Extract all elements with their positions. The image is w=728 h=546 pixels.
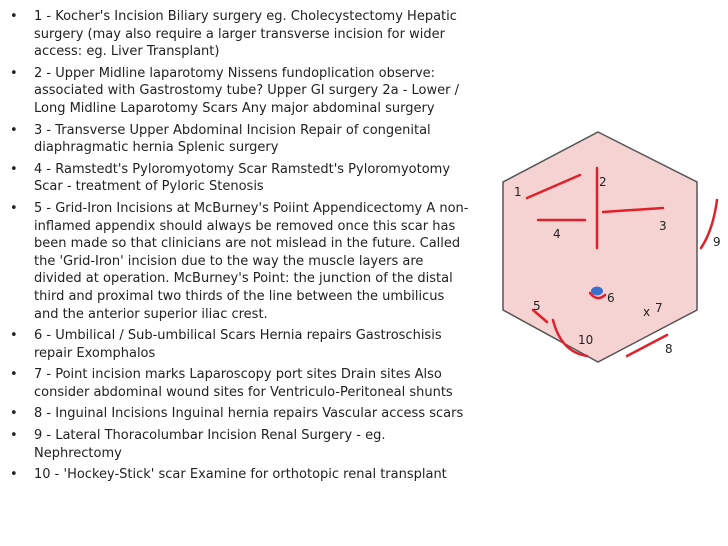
bullet-dot: • [10,406,18,422]
bullet-dot: • [10,367,18,383]
bullet-text-10: 10 - 'Hockey-Stick' scar Examine for orthotopic renal transplant [34,467,447,483]
bullet-dot: • [10,467,18,483]
label-8: 8 [665,342,673,356]
label-5: 5 [533,299,541,313]
bullet-text-3: 3 - Transverse Upper Abdominal Incision Repair of congenital diaphragmatic hernia Splenic surgery [34,122,431,156]
bullet-item-4 [10,161,470,196]
bullet-item-6 [10,327,470,362]
bullet-dot: • [10,328,18,344]
bullet-text-4: 4 - Ramstedt's Pyloromyotomy Scar Ramstedt's Pyloromyotomy Scar - treatment of Pyloric Stenosis [34,161,451,195]
abdomen-outline [503,132,697,362]
bullet-item-8 [10,405,470,423]
bullet-text-8: 8 - Inguinal Incisions Inguinal hernia repairs Vascular access scars [34,406,464,422]
port-site-marker-7: x [643,305,651,319]
bullet-text-6: 6 - Umbilical / Sub-umbilical Scars Hernia repairs Gastroschisis repair Exomphalos [34,328,442,361]
bullet-item-1 [10,8,470,61]
bullet-dot: • [10,65,18,81]
bullet-dot: • [10,200,18,216]
bullet-item-5 [10,200,470,323]
abdominal-incision-diagram [495,130,728,390]
label-6: 6 [607,291,615,305]
bullet-dot: • [10,9,18,24]
bullet-item-3 [10,122,470,157]
label-1: 1 [514,185,522,199]
label-7: 7 [655,301,663,315]
bullet-text-9: 9 - Lateral Thoracolumbar Incision Renal Surgery - eg. Nephrectomy [34,428,386,461]
bullet-item-10 [10,466,470,484]
bullet-item-2 [10,65,470,118]
bullet-text-2: 2 - Upper Midline laparotomy Nissens fundoplication observe: associated with Gastrostomy tube? Upper GI surgery 2a - Lower / Long Midline Laparotomy Scars Any major abdominal surgery [34,65,459,116]
bullet-dot: • [10,122,18,138]
bullet-item-7 [10,366,470,401]
bullet-dot: • [10,428,18,444]
label-2: 2 [599,175,607,189]
bullet-dot: • [10,161,18,177]
umbilicus-marker [591,287,603,296]
bullet-text-5: 5 - Grid-Iron Incisions at McBurney's Poiint Appendicectomy A non-inflamed appendix should always be removed once this scar has been made so that clinicians are not mislead in the future. Called the 'Grid-Iron' incision due to the way the muscle layers are divided at operation. McBurney's Point: the junction of the distal third and proximal two thirds of the line between the umbilicus and the anterior superior iliac crest. [34,200,469,322]
incision-bullet-list [10,8,470,488]
bullet-text-7: 7 - Point incision marks Laparoscopy port sites Drain sites Also consider abdominal wound sites for Ventriculo-Peritoneal shunts [34,367,453,400]
label-10: 10 [578,333,594,347]
label-9: 9 [713,235,721,249]
bullet-text-1: 1 - Kocher's Incision Biliary surgery eg. Cholecystectomy Hepatic surgery (may also require a larger transverse incision for wider access: eg. Liver Transplant) [34,9,457,60]
bullet-item-9 [10,427,470,462]
label-4: 4 [553,227,561,241]
label-3: 3 [659,219,667,233]
